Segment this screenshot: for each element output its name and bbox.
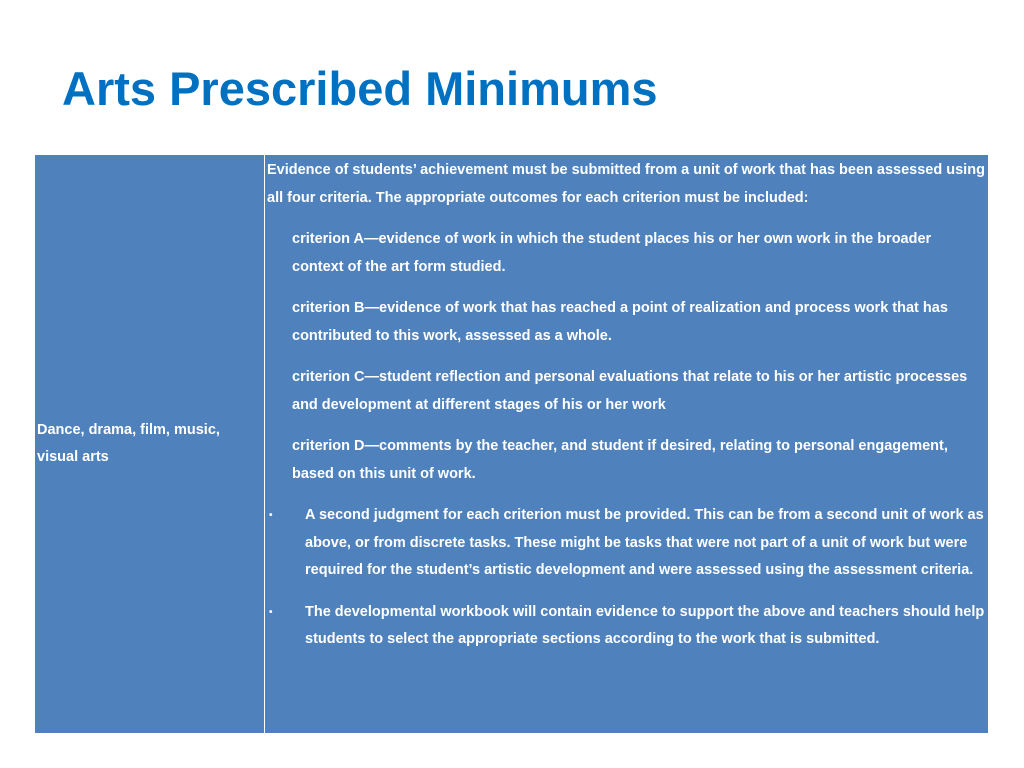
subject-label: Dance, drama, film, music, visual arts <box>37 421 220 465</box>
bullet-text: A second judgment for each criterion must be provided. This can be from a second unit of work as above, or from discrete tasks. These might be tasks that were not part of a unit of work but were required for the student’s artistic development and were assessed using the assessment criteria. <box>305 507 984 578</box>
bullet-workbook <box>267 599 985 654</box>
requirements-intro: Evidence of students’ achievement must be submitted from a unit of work that has been assessed using all four criteria. The appropriate outcomes for each criterion must be included: <box>267 162 985 206</box>
requirements-table <box>34 154 989 734</box>
subject-cell <box>35 155 265 733</box>
criterion-d: criterion D—comments by the teacher, and student if desired, relating to personal engagement, based on this unit of work. <box>292 438 948 482</box>
bullet-icon: • <box>269 606 273 618</box>
criterion-b: criterion B—evidence of work that has reached a point of realization and process work that has contributed to this work, assessed as a whole. <box>292 300 948 344</box>
bullet-second-judgment <box>267 502 985 585</box>
bullet-icon: • <box>269 510 273 521</box>
criterion-c: criterion C—student reflection and personal evaluations that relate to his or her artistic processes and development at different stages of his or her work <box>292 369 968 413</box>
requirements-cell <box>265 155 988 733</box>
requirements-bullet-list <box>267 502 985 654</box>
slide-title: Arts Prescribed Minimums <box>62 62 658 115</box>
bullet-text: The developmental workbook will contain evidence to support the above and teachers should help students to select the appropriate sections according to the work that is submitted. <box>305 603 985 647</box>
criterion-a: criterion A—evidence of work in which the student places his or her own work in the broader context of the art form studied. <box>292 231 932 275</box>
